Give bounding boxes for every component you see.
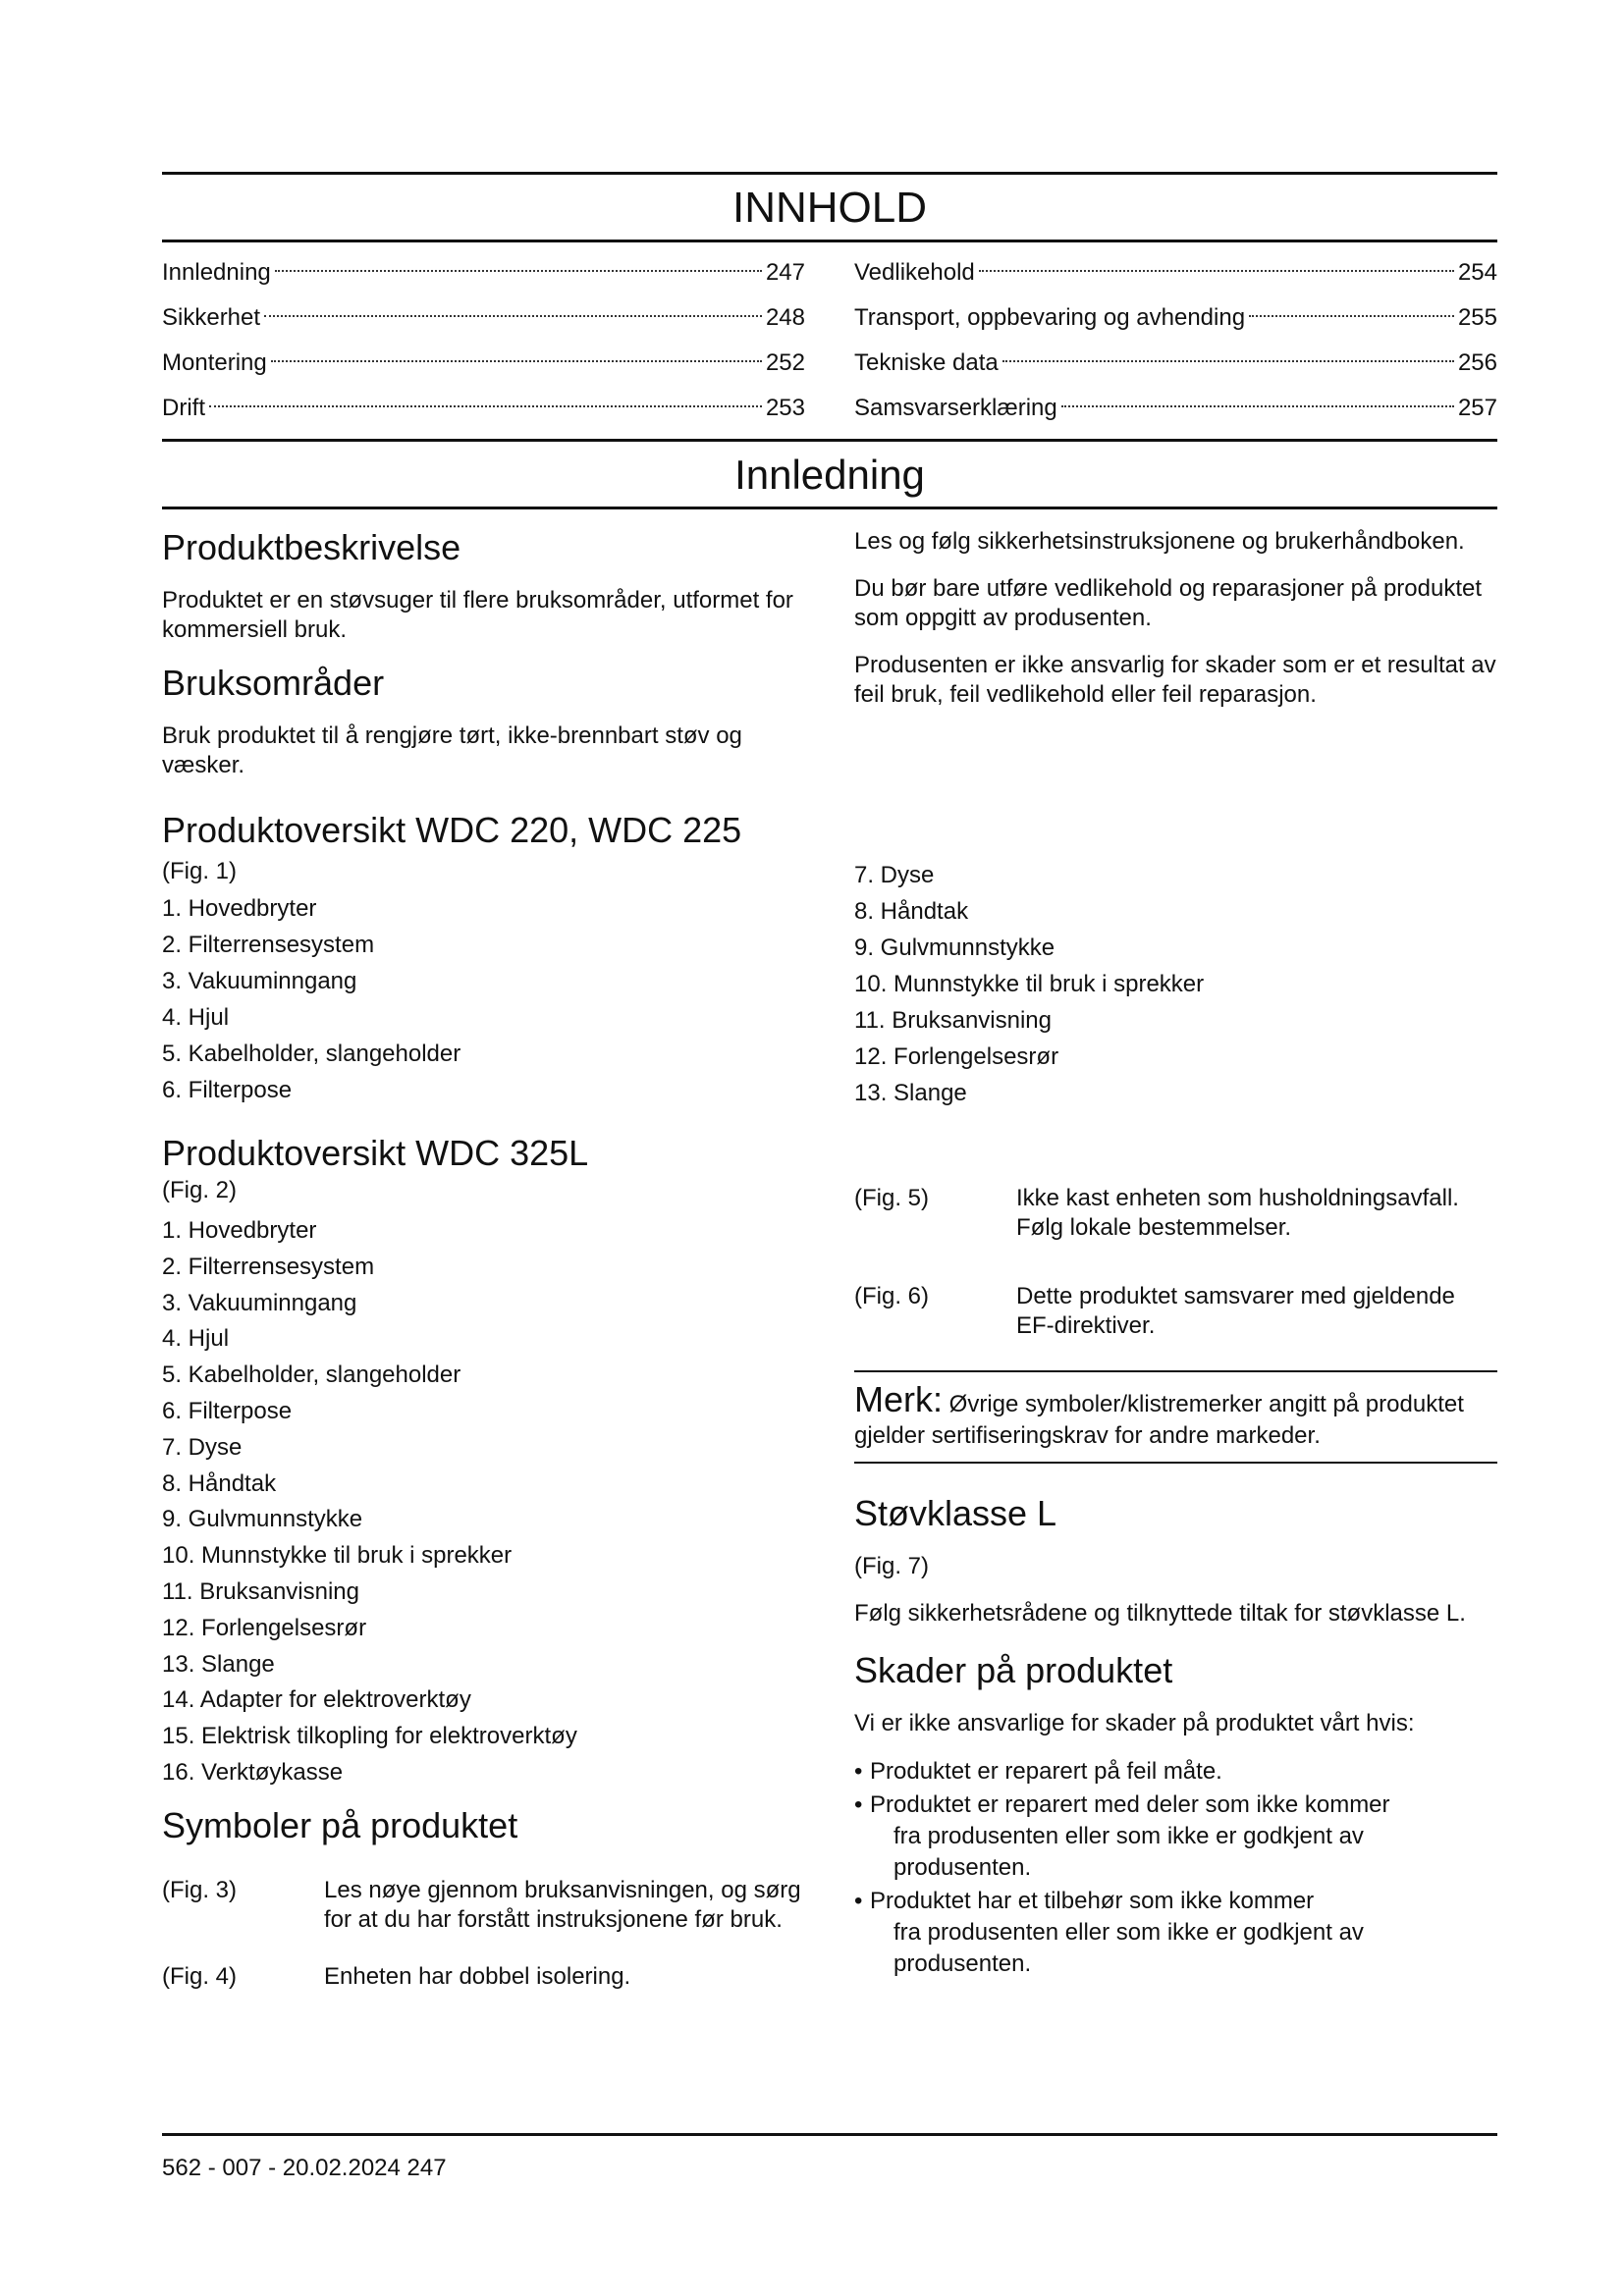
heading-produktoversikt-wdc325l: Produktoversikt WDC 325L [162, 1133, 589, 1173]
heading-skader: Skader på produktet [854, 1650, 1173, 1690]
toc-entry-page: 254 [1457, 259, 1497, 286]
fig-label: (Fig. 3) [162, 1876, 238, 1903]
symbol-fig-4 [162, 1962, 805, 1992]
damage-intro: Vi er ikke ansvarlige for skader på produktet vårt hvis: [854, 1710, 1415, 1736]
toc-entry-page: 253 [765, 395, 805, 421]
toc-entry-label: Samsvarserklæring [854, 395, 1057, 421]
fig-label: (Fig. 5) [854, 1185, 930, 1211]
toc-entry-transport[interactable] [854, 295, 1497, 341]
toc-leader-dots [1061, 405, 1454, 407]
list-item: 9. Gulvmunnstykke [162, 1506, 363, 1533]
toc-entry-label: Transport, oppbevaring og avhending [854, 304, 1246, 331]
toc-entry-label: Innledning [162, 259, 271, 286]
toc-title: INNHOLD [731, 184, 928, 232]
list-item: 12. Forlengelsesrør [854, 1043, 1059, 1070]
list-item: 13. Slange [854, 1080, 967, 1106]
toc-right-column [854, 250, 1497, 431]
bullet-continuation: fra produsenten eller som ikke er godkjent av produsenten. [893, 1919, 1364, 1977]
section-title: Innledning [734, 452, 925, 498]
lower-left-column [162, 1133, 805, 2019]
toc-entry-page: 256 [1457, 349, 1497, 376]
toc-entry-label: Vedlikehold [854, 259, 975, 286]
note-text: Øvrige symboler/klistremerker angitt på produktet gjelder sertifiseringskrav for andre markeder. [854, 1391, 1464, 1449]
toc-entry-page: 255 [1457, 304, 1497, 331]
fig-label: (Fig. 4) [162, 1962, 238, 1990]
intro-paragraph: Produsenten er ikke ansvarlig for skader som er et resultat av feil bruk, feil vedlikehold eller feil reparasjon. [854, 652, 1496, 708]
list-item: 10. Munnstykke til bruk i sprekker [162, 1542, 513, 1570]
list-item: 14. Adapter for elektroverktøy [162, 1686, 471, 1714]
toc-entry-drift[interactable] [162, 386, 805, 431]
toc-top-rule [162, 172, 1497, 175]
footer-text: 562 - 007 - 20.02.2024 247 [162, 2155, 447, 2181]
toc-columns [162, 250, 1497, 431]
bullet-item [854, 1756, 1497, 1788]
list-item: 1. Hovedbryter [162, 1217, 317, 1244]
list-item: 4. Hjul [162, 1004, 230, 1031]
footer-rule [162, 2133, 1497, 2136]
toc-entry-innledning[interactable] [162, 250, 805, 295]
list-item: 2. Filterrensesystem [162, 1253, 375, 1280]
toc-entry-tekniske-data[interactable] [854, 341, 1497, 386]
fig-text: Ikke kast enheten som husholdningsavfall. Følg lokale bestemmelser. [1016, 1185, 1459, 1241]
bullet-text: Produktet har et tilbehør som ikke kommer [870, 1888, 1315, 1914]
fig-text: Les nøye gjennom bruksanvisningen, og sørg for at du har forstått instruksjonene før bruk. [324, 1876, 801, 1933]
toc-leader-dots [1002, 360, 1454, 362]
list-item: 8. Håndtak [854, 898, 969, 925]
heading-produktbeskrivelse: Produktbeskrivelse [162, 527, 461, 567]
toc-bottom-rule [162, 240, 1497, 242]
bullet-text: Produktet er reparert på feil måte. [870, 1758, 1222, 1785]
symbol-fig-3 [162, 1876, 805, 1935]
symbol-fig-5 [854, 1184, 1497, 1243]
list-item: 5. Kabelholder, slangeholder [162, 1362, 461, 1389]
overview1-row [162, 810, 1497, 1111]
uses-text: Bruk produktet til å rengjøre tørt, ikke-brennbart støv og væsker. [162, 722, 742, 778]
list-item: 9. Gulvmunnstykke [854, 934, 1056, 961]
list-item: 7. Dyse [162, 1433, 243, 1461]
symbol-fig-6 [854, 1282, 1497, 1341]
toc-entry-page: 252 [765, 349, 805, 376]
overview1-right [854, 810, 1497, 1111]
heading-bruksomrader: Bruksområder [162, 663, 385, 703]
bullet-text: Produktet er reparert med deler som ikke kommer [870, 1791, 1390, 1818]
list-item: 6. Filterpose [162, 1397, 293, 1424]
bullet-continuation: fra produsenten eller som ikke er godkjent av produsenten. [893, 1823, 1364, 1881]
list-item: 1. Hovedbryter [162, 895, 317, 922]
lower-row [162, 1133, 1497, 2019]
fig-label: (Fig. 6) [854, 1283, 930, 1309]
fig-text: Enheten har dobbel isolering. [324, 1962, 631, 1990]
overview1-list-left [162, 890, 805, 1108]
damage-bullets [854, 1756, 1497, 1980]
overview1-list-right [854, 857, 1497, 1111]
toc-entry-sikkerhet[interactable] [162, 295, 805, 341]
toc-entry-montering[interactable] [162, 341, 805, 386]
list-item: 12. Forlengelsesrør [162, 1614, 367, 1641]
list-item: 7. Dyse [854, 862, 935, 888]
heading-produktoversikt-wdc220: Produktoversikt WDC 220, WDC 225 [162, 810, 742, 850]
toc-entry-label: Montering [162, 349, 267, 376]
heading-stovklasse: Støvklasse L [854, 1493, 1057, 1533]
toc-entry-label: Drift [162, 395, 205, 421]
toc-entry-samsvarserklaering[interactable] [854, 386, 1497, 431]
toc-entry-label: Tekniske data [854, 349, 999, 376]
toc-left-column [162, 250, 805, 431]
list-item: 4. Hjul [162, 1325, 230, 1353]
toc-leader-dots [1249, 315, 1454, 317]
toc-leader-dots [979, 270, 1454, 272]
section-top-rule [162, 439, 1497, 442]
list-item: 15. Elektrisk tilkopling for elektroverktøy [162, 1723, 577, 1750]
intro-paragraph: Les og følg sikkerhetsinstruksjonene og brukerhåndboken. [854, 528, 1465, 555]
list-item: 3. Vakuuminngang [162, 1289, 357, 1316]
list-item: 3. Vakuuminngang [162, 968, 357, 994]
toc-leader-dots [275, 270, 762, 272]
list-item: 11. Bruksanvisning [854, 1007, 1052, 1034]
list-item: 5. Kabelholder, slangeholder [162, 1041, 461, 1067]
note-box [854, 1370, 1497, 1464]
list-item: 10. Munnstykke til bruk i sprekker [854, 971, 1205, 997]
toc-leader-dots [264, 315, 762, 317]
list-item: 6. Filterpose [162, 1077, 293, 1103]
dust-class-text: Følg sikkerhetsrådene og tilknyttede tiltak for støvklasse L. [854, 1600, 1466, 1627]
section-bottom-rule [162, 507, 1497, 509]
manual-page [162, 172, 1497, 2019]
toc-entry-label: Sikkerhet [162, 304, 261, 331]
overview1-left [162, 810, 805, 1111]
product-description-text: Produktet er en støvsuger til flere bruksområder, utformet for kommersiell bruk. [162, 587, 793, 643]
bullet-item [854, 1886, 1497, 1980]
bullet-item [854, 1789, 1497, 1884]
overview2-list [162, 1213, 805, 1791]
fig-text: Dette produktet samsvarer med gjeldende EF-direktiver. [1016, 1283, 1455, 1339]
toc-entry-page: 257 [1457, 395, 1497, 421]
note-label: Merk: [854, 1379, 943, 1419]
list-item: 8. Håndtak [162, 1469, 277, 1497]
intro-top-row [162, 527, 1497, 798]
toc-entry-vedlikehold[interactable] [854, 250, 1497, 295]
lower-right-column [854, 1133, 1497, 2019]
intro-right-column [854, 527, 1497, 798]
toc-entry-page: 248 [765, 304, 805, 331]
list-item: 11. Bruksanvisning [162, 1577, 359, 1605]
fig-reference: (Fig. 7) [854, 1553, 930, 1579]
heading-symboler: Symboler på produktet [162, 1804, 518, 1845]
intro-left-column [162, 527, 805, 798]
fig-reference: (Fig. 2) [162, 1177, 238, 1203]
intro-paragraph: Du bør bare utføre vedlikehold og reparasjoner på produktet som oppgitt av produsenten. [854, 575, 1483, 631]
toc-entry-page: 247 [765, 259, 805, 286]
toc-leader-dots [271, 360, 762, 362]
list-item: 2. Filterrensesystem [162, 932, 375, 958]
list-item: 13. Slange [162, 1650, 275, 1678]
toc-leader-dots [209, 405, 762, 407]
fig-reference: (Fig. 1) [162, 858, 238, 884]
list-item: 16. Verktøykasse [162, 1758, 344, 1786]
